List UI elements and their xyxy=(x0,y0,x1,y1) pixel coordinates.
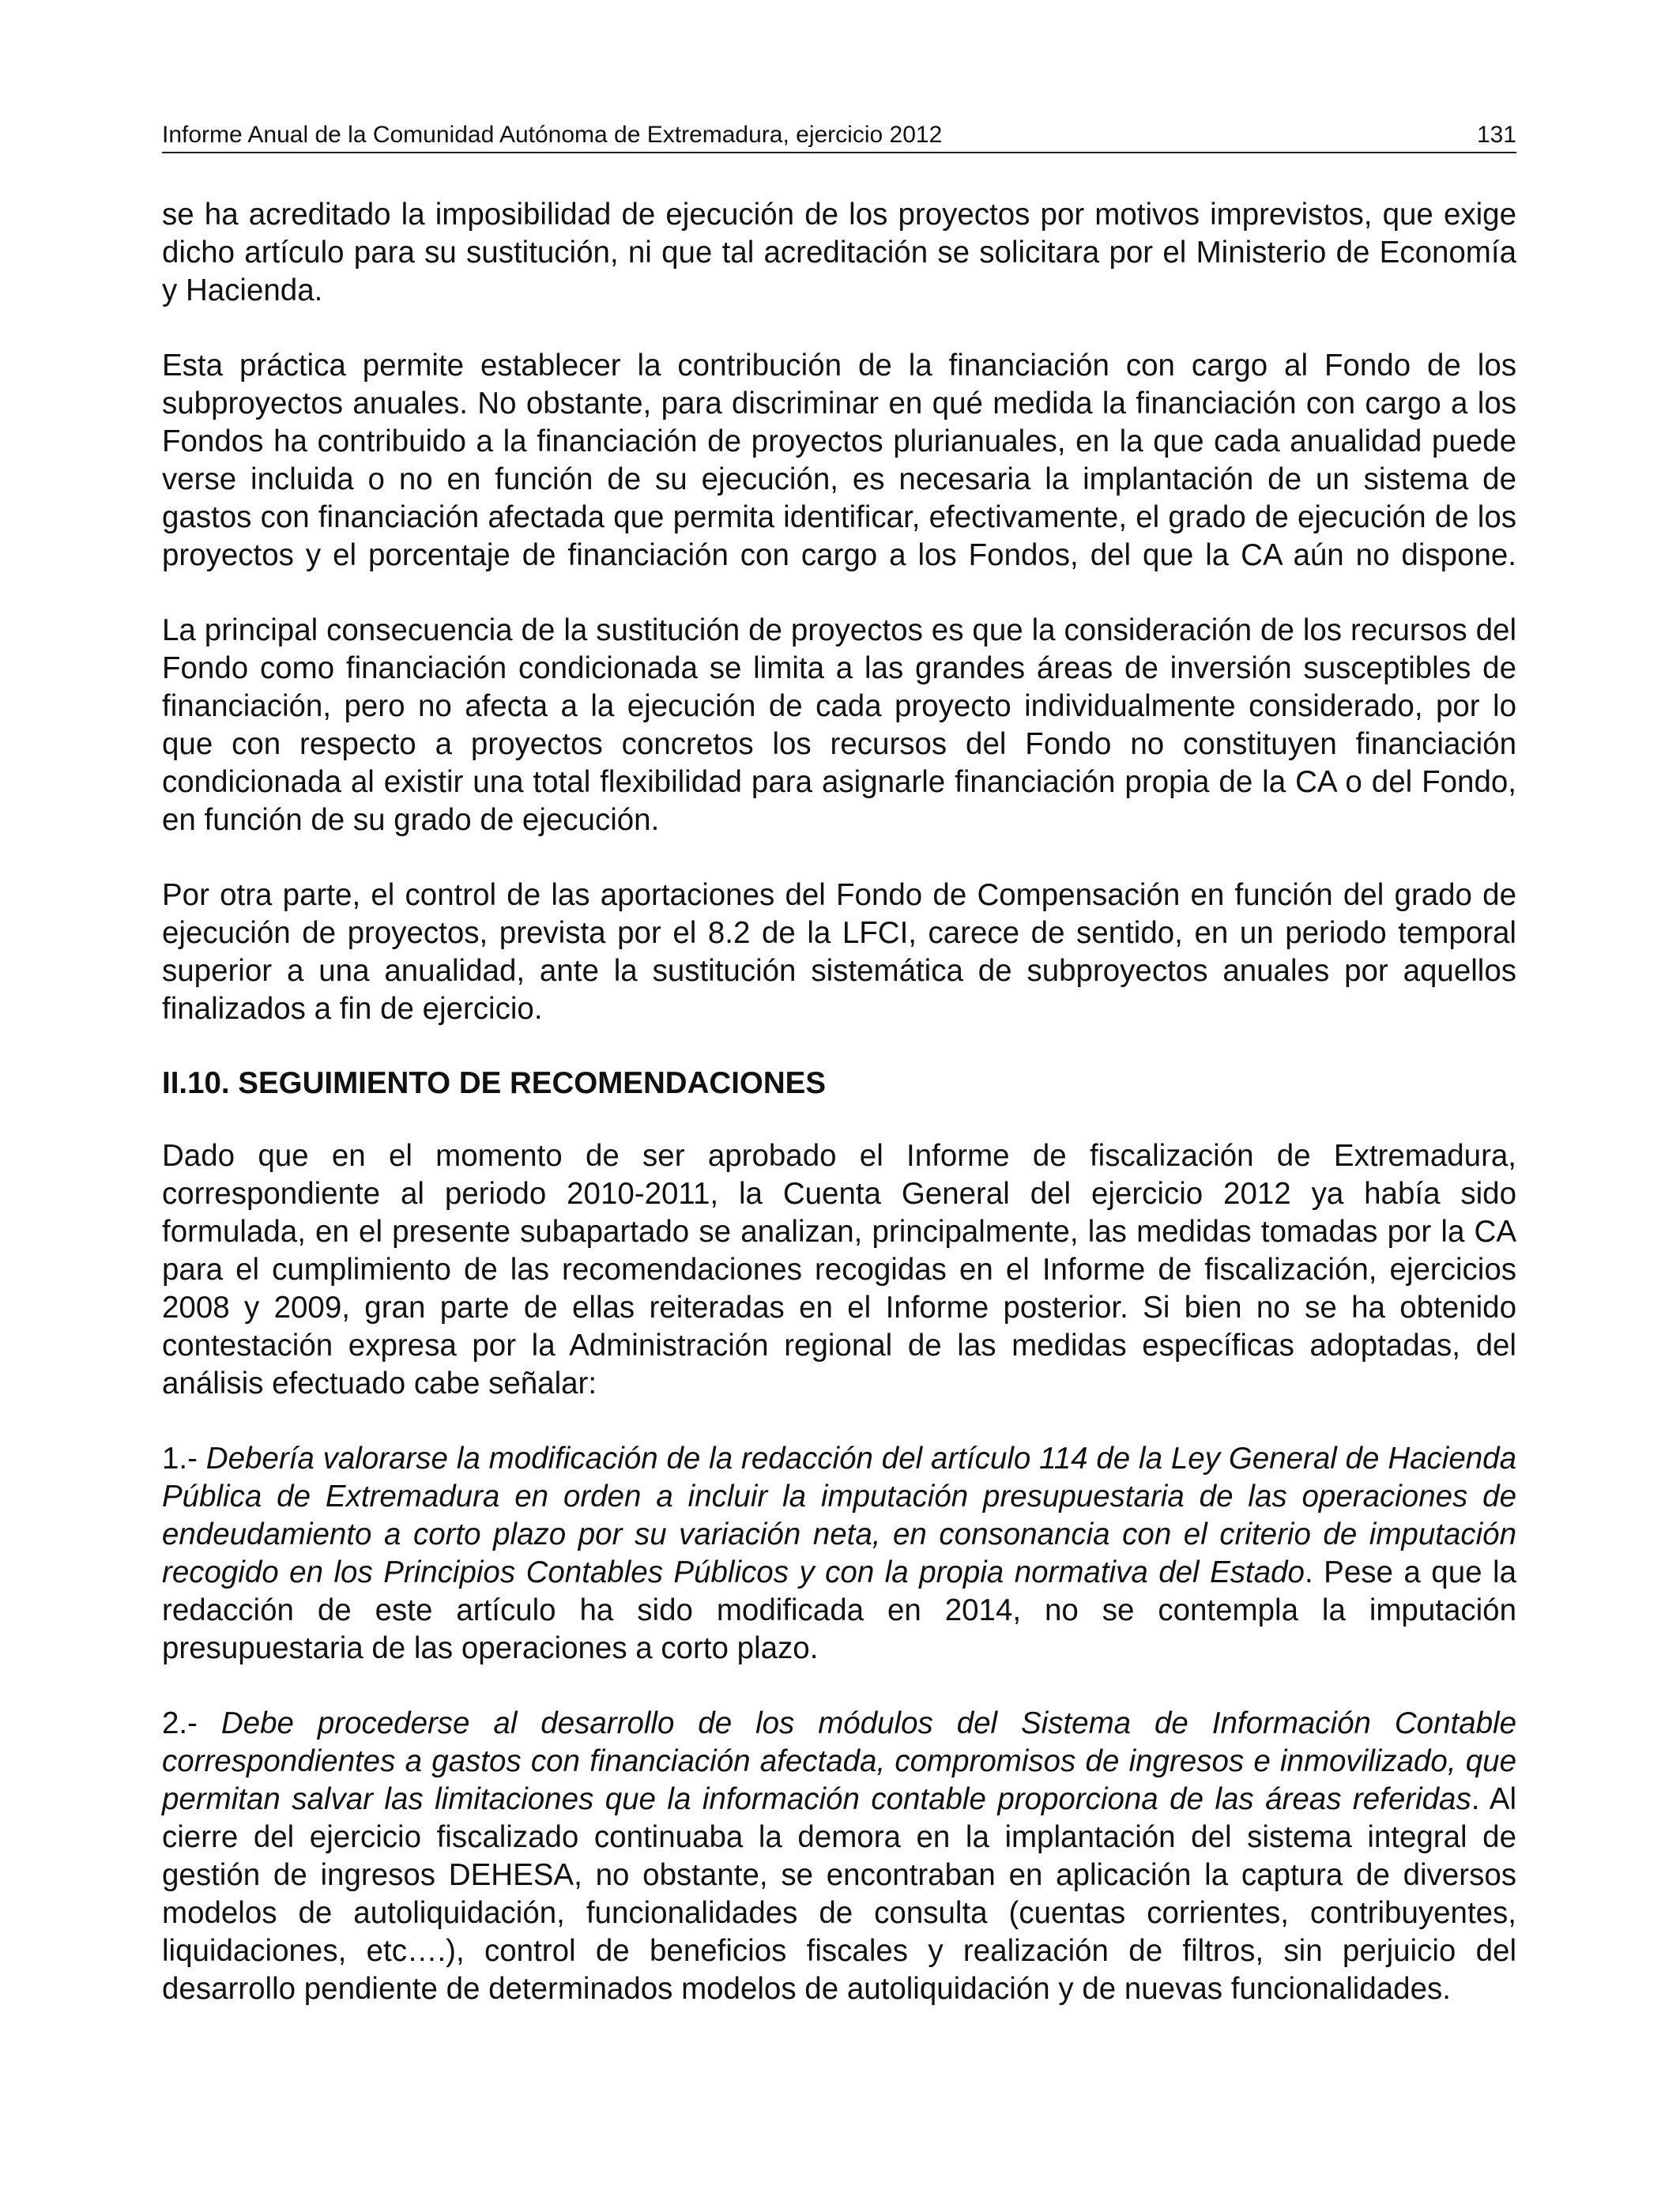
recommendation-text: Debería valorarse la modificación de la redacción del artículo 114 de la Ley General de Hacienda Pública de Extremadura en orden a incluir la imputación presupuestaria de las operaciones de endeudamiento a corto plazo por su variación neta, en consonancia con el criterio de imputación recogido en los Principios Contables Públicos y con la propia normativa del Estado xyxy=(162,1442,1516,1589)
document-body xyxy=(162,196,1516,2008)
body-paragraph-4: Por otra parte, el control de las aportaciones del Fondo de Compensación en función del grado de ejecución de proyectos, prevista por el 8.2 de la LFCI, carece de sentido, en un periodo temporal superior a una anualidad, ante la sustitución sistemática de subproyectos anuales por aquellos finalizados a fin de ejercicio. xyxy=(162,878,1516,1026)
body-paragraph-1: se ha acreditado la imposibilidad de ejecución de los proyectos por motivos imprevistos, que exige dicho artículo para su sustitución, ni que tal acreditación se solicitara por el Ministerio de Economía y Hacienda. xyxy=(162,198,1516,307)
recommendation-number: 1.- xyxy=(162,1442,206,1476)
section-intro-paragraph: Dado que en el momento de ser aprobado el Informe de fiscalización de Extremadura, correspondiente al periodo 2010-2011, la Cuenta General del ejercicio 2012 ya había sido formulada, en el presente subapartado se analizan, principalmente, las medidas tomadas por la CA para el cumplimiento de las recomendaciones recogidas en el Informe de fiscalización, ejercicios 2008 y 2009, gran parte de ellas reiteradas en el Informe posterior. Si bien no se ha obtenido contestación expresa por la Administración regional de las medidas específicas adoptadas, del análisis efectuado cabe señalar: xyxy=(162,1139,1516,1400)
body-paragraph-3: La principal consecuencia de la sustitución de proyectos es que la consideración de los recursos del Fondo como financiación condicionada se limita a las grandes áreas de inversión susceptibles de financiación, pero no afecta a la ejecución de cada proyecto individualmente considerado, por lo que con respecto a proyectos concretos los recursos del Fondo no constituyen financiación condicionada al existir una total flexibilidad para asignarle financiación propia de la CA o del Fondo, en función de su grado de ejecución. xyxy=(162,613,1516,837)
recommendation-text: Debe procederse al desarrollo de los módulos del Sistema de Información Contable correspondientes a gastos con financiación afectada, compromisos de ingresos e inmovilizado, que permitan salvar las limitaciones que la información contable proporciona de las áreas referidas xyxy=(162,1706,1516,1816)
section-heading: II.10. SEGUIMIENTO DE RECOMENDACIONES xyxy=(162,1066,827,1100)
recommendation-follow-up: . Pese a que la redacción de este artículo ha sido modificada en 2014, no se contempla la imputación presupuestaria de las operaciones a corto plazo. xyxy=(162,1555,1516,1665)
page-header xyxy=(162,119,1516,153)
recommendation-follow-up: . Al cierre del ejercicio fiscalizado continuaba la demora en la implantación del sistema integral de gestión de ingresos DEHESA, no obstante, se encontraban en aplicación la captura de diversos modelos de autoliquidación, funcionalidades de consulta (cuentas corrientes, contribuyentes, liquidaciones, etc….), control de beneficios fiscales y realización de filtros, sin perjuicio del desarrollo pendiente de determinados modelos de autoliquidación y de nuevas funcionalidades. xyxy=(162,1782,1516,2006)
body-paragraph-2: Esta práctica permite establecer la contribución de la financiación con cargo al Fondo de los subproyectos anuales. No obstante, para discriminar en qué medida la financiación con cargo a los Fondos ha contribuido a la financiación de proyectos plurianuales, en la que cada anualidad puede verse incluida o no en función de su ejecución, es necesaria la implantación de un sistema de gastos con financiación afectada que permita identificar, efectivamente, el grado de ejecución de los proyectos y el porcentaje de financiación con cargo a los Fondos, del que la CA aún no dispone. xyxy=(162,349,1516,572)
recommendation-item-2 xyxy=(162,1705,1516,2008)
page-number: 131 xyxy=(1476,122,1516,148)
report-title: Informe Anual de la Comunidad Autónoma de Extremadura, ejercicio 2012 xyxy=(162,122,943,148)
recommendation-number: 2.- xyxy=(162,1706,221,1740)
recommendation-item-1 xyxy=(162,1440,1516,1668)
